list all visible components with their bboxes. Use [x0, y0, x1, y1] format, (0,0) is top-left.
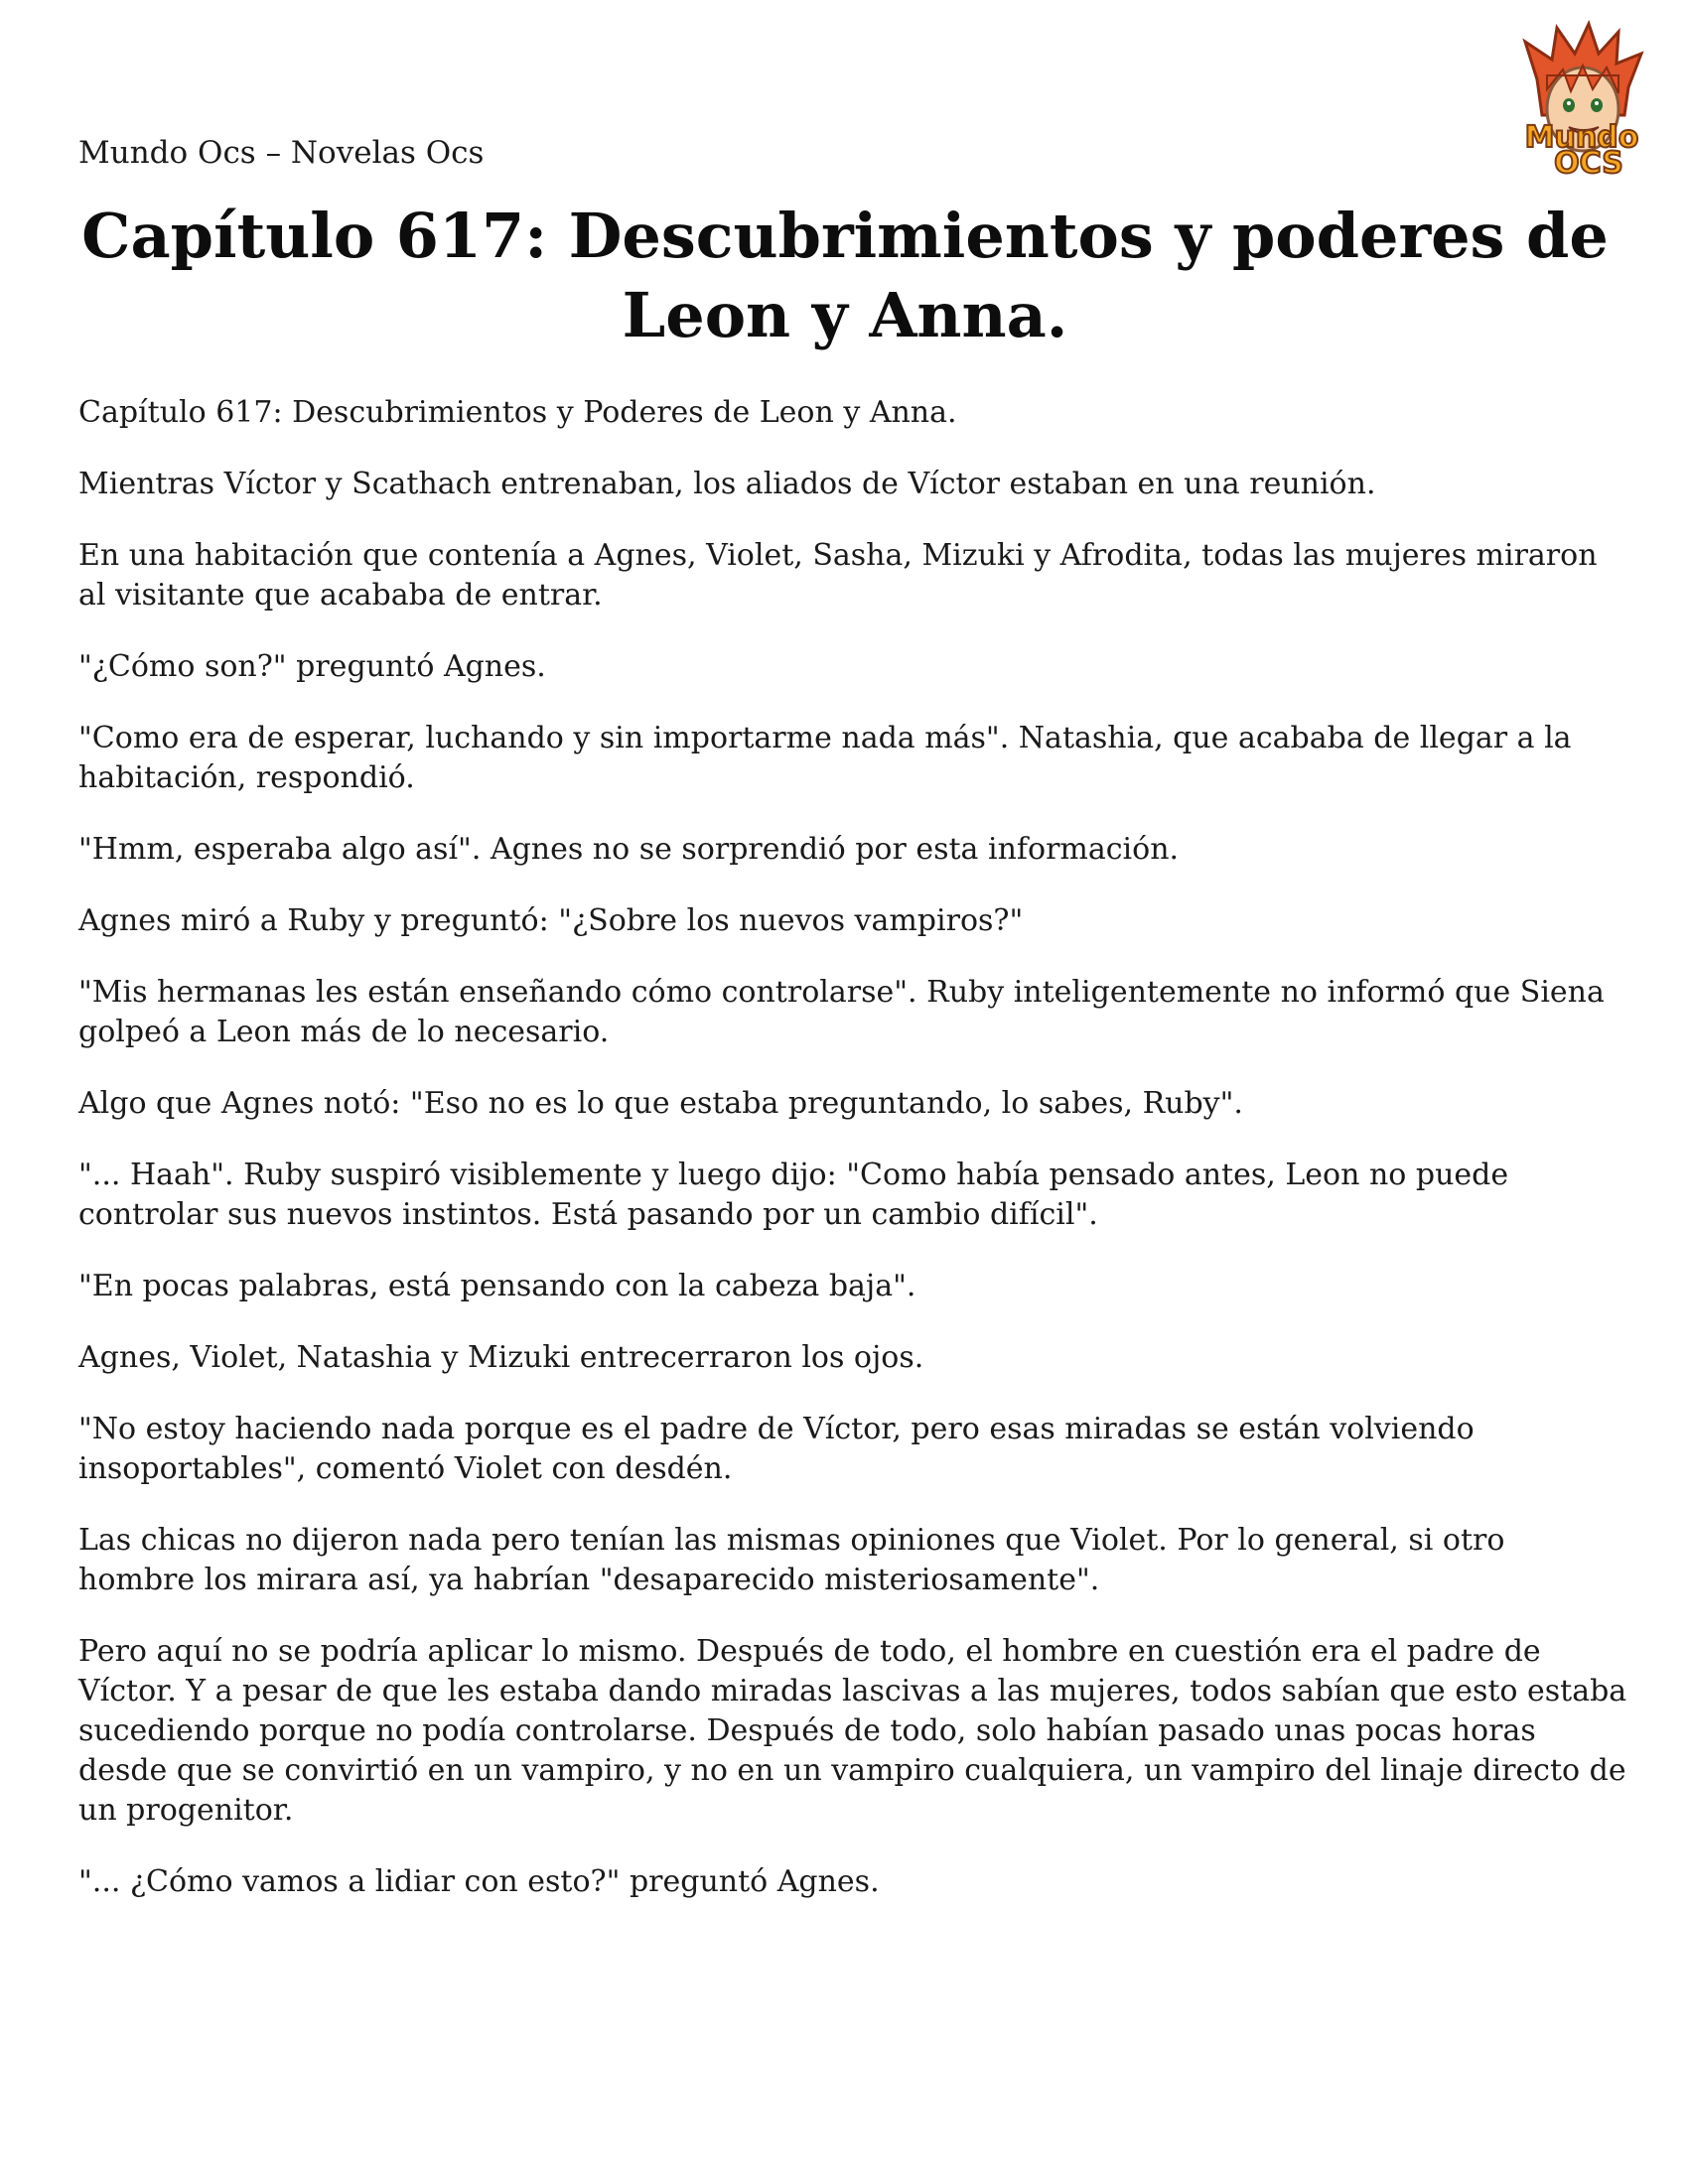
- paragraph: Agnes miró a Ruby y preguntó: "¿Sobre los nuevos vampiros?": [78, 903, 1024, 938]
- paragraph: Algo que Agnes notó: "Eso no es lo que estaba preguntando, lo sabes, Ruby".: [78, 1086, 1243, 1121]
- paragraph: "¿Cómo son?" preguntó Agnes.: [78, 649, 546, 684]
- mundo-ocs-logo: [1507, 20, 1656, 179]
- mundo-ocs-logo-icon: [1507, 20, 1656, 179]
- logo-text-line1: Mundo: [1524, 120, 1639, 155]
- paragraph: "... ¿Cómo vamos a lidiar con esto?" preguntó Agnes.: [78, 1864, 880, 1899]
- paragraph: Mientras Víctor y Scathach entrenaban, los aliados de Víctor estaban en una reunión.: [78, 467, 1376, 501]
- site-header: Mundo Ocs – Novelas Ocs: [78, 135, 485, 171]
- chapter-body: [78, 393, 1627, 1934]
- paragraph: "Mis hermanas les están enseñando cómo controlarse". Ruby inteligentemente no informó que Siena golpeó a Leon más de lo necesario.: [78, 975, 1605, 1049]
- paragraph: "Como era de esperar, luchando y sin importarme nada más". Natashia, que acababa de llegar a la habitación, respondió.: [78, 721, 1572, 795]
- logo-text-line2: OCS: [1554, 146, 1623, 179]
- paragraph: "... Haah". Ruby suspiró visiblemente y luego dijo: "Como había pensado antes, Leon no puede controlar sus nuevos instintos. Está pasando por un cambio difícil".: [78, 1158, 1509, 1232]
- paragraph: Pero aquí no se podría aplicar lo mismo. Después de todo, el hombre en cuestión era el padre de Víctor. Y a pesar de que les estaba dando miradas lascivas a las mujeres, todos sabían que esto estaba sucediendo porque no podía controlarse. Después de todo, solo habían pasado unas pocas horas desde que se convirtió en un vampiro, y no en un vampiro cualquiera, un vampiro del linaje directo de un progenitor.: [78, 1634, 1627, 1828]
- paragraph: Agnes, Violet, Natashia y Mizuki entrecerraron los ojos.: [78, 1340, 924, 1375]
- paragraph: "Hmm, esperaba algo así". Agnes no se sorprendió por esta información.: [78, 832, 1180, 867]
- paragraph: Las chicas no dijeron nada pero tenían las mismas opiniones que Violet. Por lo general, si otro hombre los mirara así, ya habrían "desaparecido misteriosamente".: [78, 1523, 1505, 1597]
- paragraph: En una habitación que contenía a Agnes, Violet, Sasha, Mizuki y Afrodita, todas las mujeres miraron al visitante que acababa de entrar.: [78, 538, 1598, 613]
- paragraph: Capítulo 617: Descubrimientos y Poderes de Leon y Anna.: [78, 395, 957, 430]
- paragraph: "En pocas palabras, está pensando con la cabeza baja".: [78, 1269, 916, 1303]
- chapter-title: Capítulo 617: Descubrimientos y poderes de Leon y Anna.: [81, 200, 1609, 351]
- paragraph: "No estoy haciendo nada porque es el padre de Víctor, pero esas miradas se están volviendo insoportables", comentó Violet con desdén.: [78, 1412, 1475, 1486]
